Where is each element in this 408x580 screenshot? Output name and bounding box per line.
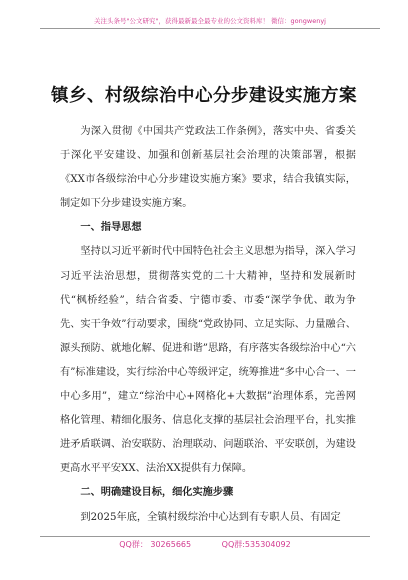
header-banner: 关注头条号"公文研究"，获得最新最全最专业的公文资料库！ 微信：gongwenyj (40, 16, 380, 29)
section-heading-goals-steps: 二、明确建设目标，细化实施步骤 (80, 487, 234, 499)
document-title: 镇乡、村级综治中心分步建设实施方案 (51, 86, 357, 106)
page-footer (40, 536, 370, 550)
goals-paragraph: 到2025年底，全镇村级综治中心达到有专职人员、有固定 (80, 511, 341, 523)
guiding-ideology-paragraph: 坚持以习近平新时代中国特色社会主义思想为指导，深入学习习近平法治思想，贯彻落实党的二十大精神，坚持和发展新时代“枫桥经验”，结合省委、宁德市委、市委“深学争优、敢为争先、实干争效”行动要求，围绕“党政协同、立足实际、力量融合、源头预防、就地化解、促进和谐”思路，有序落实各级综治中心“六有”标准建设，实行综治中心等级评定，统筹推进“多中心合一、一中心多用”，建立“综治中心+网格化+大数据”治理体系，完善网格化管理、精细化服务、信息化支撑的基层社会治理平台，扎实推进矛盾联调、治安联防、治理联动、问题联治、平安联创，为建设更高水平平安XX、法治XX提供有力保障。 (60, 246, 356, 475)
footer-qq-group-2: QQ群:535304092 (221, 540, 291, 549)
intro-paragraph: 为深入贯彻《中国共产党政法工作条例》，落实中央、省委关于深化平安建设、加强和创新基层社会治理的决策部署，根据《XX市各级综治中心分步建设实施方案》要求，结合我镇实际，制定如下分步建设实施方案。 (60, 126, 356, 210)
footer-qq-group-1: QQ群： 30265665 (119, 540, 192, 549)
document-body (60, 120, 356, 530)
section-heading-guiding-ideology: 一、指导思想 (80, 222, 142, 234)
